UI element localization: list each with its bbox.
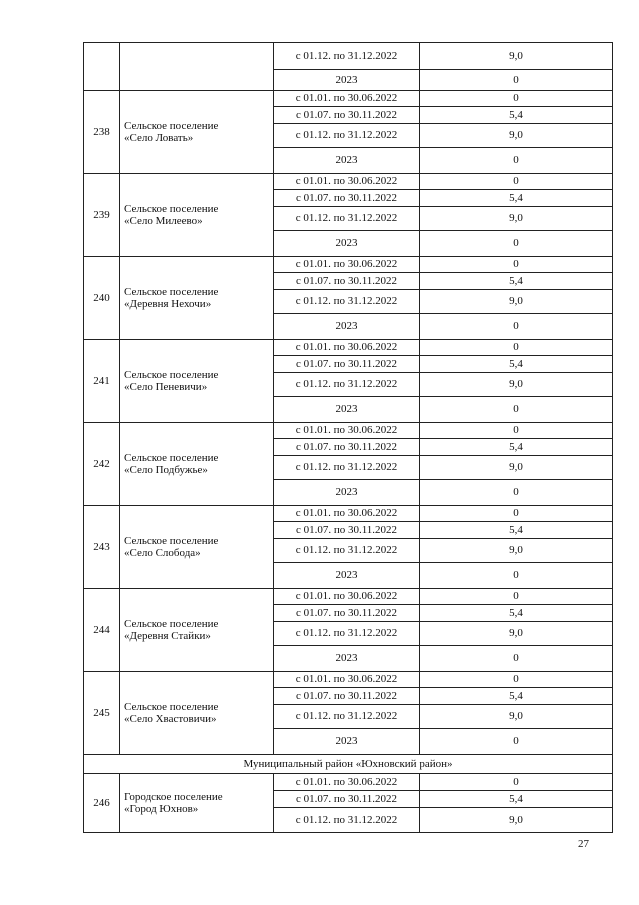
period-cell: 2023 (274, 729, 420, 755)
settlement-name: «Деревня Стайки» (124, 630, 211, 642)
row-number-cell (84, 43, 120, 91)
period-cell: с 01.01. по 30.06.2022 (274, 774, 420, 791)
table-row (84, 672, 613, 688)
value-cell: 9,0 (420, 43, 613, 70)
value-cell: 9,0 (420, 539, 613, 563)
value-cell: 0 (420, 506, 613, 522)
value-cell: 0 (420, 774, 613, 791)
table-row (84, 174, 613, 190)
settlement-type: Сельское поселение (124, 368, 219, 381)
period-cell: с 01.07. по 30.11.2022 (274, 273, 420, 290)
settlement-name: «Село Слобода» (124, 547, 201, 559)
value-cell: 0 (420, 480, 613, 506)
value-cell: 5,4 (420, 190, 613, 207)
period-cell: с 01.12. по 31.12.2022 (274, 808, 420, 833)
value-cell: 0 (420, 589, 613, 605)
period-cell: с 01.12. по 31.12.2022 (274, 373, 420, 397)
settlement-type: Сельское поселение (124, 534, 219, 547)
value-cell: 5,4 (420, 688, 613, 705)
value-cell: 5,4 (420, 522, 613, 539)
table-row (84, 91, 613, 107)
settlement-type: Сельское поселение (124, 202, 219, 215)
value-cell: 5,4 (420, 791, 613, 808)
period-cell: с 01.01. по 30.06.2022 (274, 423, 420, 439)
period-cell: с 01.07. по 30.11.2022 (274, 522, 420, 539)
value-cell: 0 (420, 231, 613, 257)
value-cell: 9,0 (420, 456, 613, 480)
period-cell: с 01.01. по 30.06.2022 (274, 506, 420, 522)
row-number-cell: 241 (84, 340, 120, 423)
period-cell: с 01.01. по 30.06.2022 (274, 340, 420, 356)
period-cell: 2023 (274, 646, 420, 672)
period-cell: с 01.01. по 30.06.2022 (274, 589, 420, 605)
period-cell: 2023 (274, 148, 420, 174)
settlement-name-cell (120, 672, 274, 755)
settlement-name: «Село Хвастовичи» (124, 713, 217, 725)
settlement-name-cell (120, 43, 274, 91)
value-cell: 9,0 (420, 124, 613, 148)
settlement-name-cell (120, 91, 274, 174)
settlement-type: Сельское поселение (124, 617, 219, 630)
settlement-name: «Село Подбужье» (124, 464, 208, 476)
value-cell: 0 (420, 174, 613, 190)
district-heading-row (84, 755, 613, 774)
period-cell: с 01.01. по 30.06.2022 (274, 257, 420, 273)
value-cell: 5,4 (420, 439, 613, 456)
settlement-name-cell (120, 257, 274, 340)
period-cell: с 01.07. по 30.11.2022 (274, 688, 420, 705)
table-row (84, 257, 613, 273)
period-cell: с 01.07. по 30.11.2022 (274, 190, 420, 207)
period-cell: с 01.12. по 31.12.2022 (274, 705, 420, 729)
tariff-table (83, 42, 613, 833)
period-cell: с 01.07. по 30.11.2022 (274, 605, 420, 622)
value-cell: 0 (420, 91, 613, 107)
row-number-cell: 238 (84, 91, 120, 174)
period-cell: с 01.01. по 30.06.2022 (274, 91, 420, 107)
period-cell: с 01.07. по 30.11.2022 (274, 356, 420, 373)
settlement-name: «Село Пеневичи» (124, 381, 208, 393)
settlement-name: «Деревня Нехочи» (124, 298, 212, 310)
settlement-name-cell (120, 423, 274, 506)
period-cell: 2023 (274, 314, 420, 340)
value-cell: 0 (420, 314, 613, 340)
table-row (84, 340, 613, 356)
settlement-name-cell (120, 589, 274, 672)
value-cell: 9,0 (420, 705, 613, 729)
period-cell: с 01.07. по 30.11.2022 (274, 439, 420, 456)
settlement-name-cell (120, 506, 274, 589)
value-cell: 9,0 (420, 290, 613, 314)
value-cell: 0 (420, 397, 613, 423)
row-number-cell: 242 (84, 423, 120, 506)
period-cell: с 01.12. по 31.12.2022 (274, 290, 420, 314)
row-number-cell: 245 (84, 672, 120, 755)
period-cell: 2023 (274, 563, 420, 589)
district-heading: Муниципальный район «Юхновский район» (84, 755, 613, 774)
value-cell: 0 (420, 148, 613, 174)
value-cell: 0 (420, 257, 613, 273)
value-cell: 0 (420, 70, 613, 91)
period-cell: 2023 (274, 231, 420, 257)
settlement-type: Сельское поселение (124, 285, 219, 298)
value-cell: 0 (420, 340, 613, 356)
settlement-type: Городское поселение (124, 790, 223, 803)
period-cell: с 01.01. по 30.06.2022 (274, 174, 420, 190)
value-cell: 5,4 (420, 356, 613, 373)
page-number: 27 (578, 838, 589, 850)
settlement-type: Сельское поселение (124, 700, 219, 713)
row-number-cell: 244 (84, 589, 120, 672)
settlement-name-cell (120, 774, 274, 833)
period-cell: 2023 (274, 480, 420, 506)
value-cell: 0 (420, 646, 613, 672)
table-row (84, 506, 613, 522)
value-cell: 5,4 (420, 107, 613, 124)
row-number-cell: 239 (84, 174, 120, 257)
value-cell: 5,4 (420, 605, 613, 622)
period-cell: с 01.01. по 30.06.2022 (274, 672, 420, 688)
period-cell: с 01.07. по 30.11.2022 (274, 107, 420, 124)
period-cell: с 01.12. по 31.12.2022 (274, 124, 420, 148)
value-cell: 0 (420, 729, 613, 755)
value-cell: 9,0 (420, 373, 613, 397)
settlement-name-cell (120, 174, 274, 257)
period-cell: с 01.12. по 31.12.2022 (274, 622, 420, 646)
period-cell: с 01.07. по 30.11.2022 (274, 791, 420, 808)
value-cell: 9,0 (420, 622, 613, 646)
period-cell: с 01.12. по 31.12.2022 (274, 43, 420, 70)
value-cell: 5,4 (420, 273, 613, 290)
settlement-name: «Село Ловать» (124, 132, 194, 144)
settlement-name: «Село Милеево» (124, 215, 203, 227)
table-row (84, 43, 613, 70)
period-cell: 2023 (274, 397, 420, 423)
period-cell: с 01.12. по 31.12.2022 (274, 207, 420, 231)
row-number-cell: 246 (84, 774, 120, 833)
value-cell: 9,0 (420, 808, 613, 833)
value-cell: 0 (420, 423, 613, 439)
value-cell: 0 (420, 672, 613, 688)
settlement-type: Сельское поселение (124, 119, 219, 132)
row-number-cell: 243 (84, 506, 120, 589)
row-number-cell: 240 (84, 257, 120, 340)
settlement-name-cell (120, 340, 274, 423)
table-row (84, 774, 613, 791)
table-row (84, 423, 613, 439)
settlement-type: Сельское поселение (124, 451, 219, 464)
period-cell: с 01.12. по 31.12.2022 (274, 539, 420, 563)
table-row (84, 589, 613, 605)
period-cell: 2023 (274, 70, 420, 91)
value-cell: 0 (420, 563, 613, 589)
value-cell: 9,0 (420, 207, 613, 231)
settlement-name: «Город Юхнов» (124, 803, 199, 815)
period-cell: с 01.12. по 31.12.2022 (274, 456, 420, 480)
